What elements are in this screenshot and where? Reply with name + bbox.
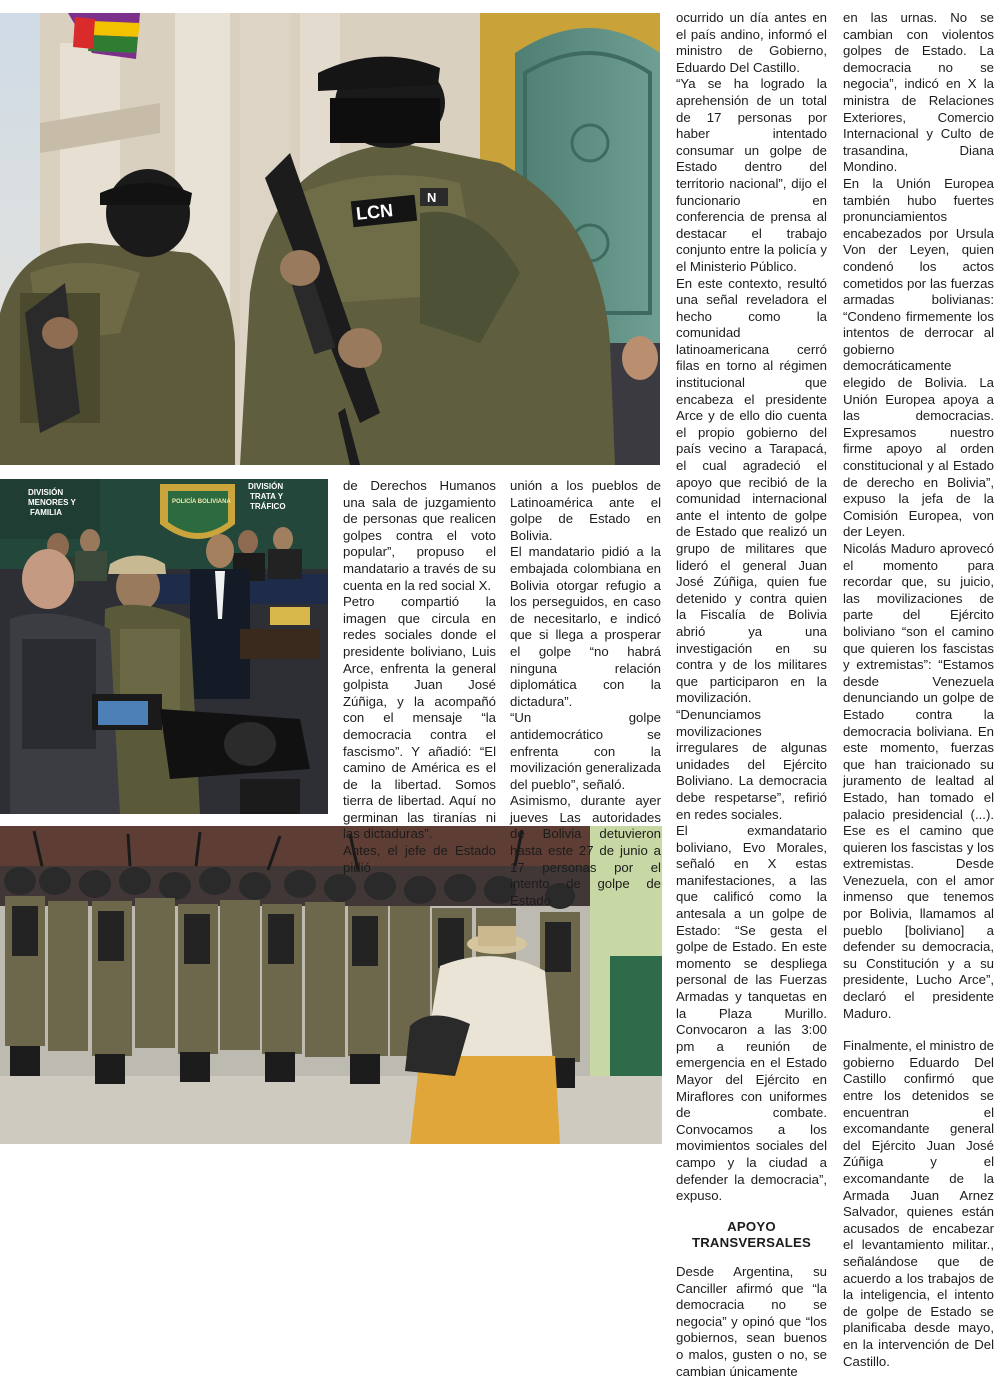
article-column-4 (843, 10, 994, 1369)
article-column-2 (510, 478, 662, 908)
photo-detention-press (0, 479, 328, 814)
section-subheading: APOYO TRANSVERSALES (691, 1218, 812, 1251)
paragraph: “Un golpe antidemocrático se enfrenta con la movilización generalizada del pueblo”, señaló. (510, 710, 662, 792)
article-column-3 (676, 10, 827, 1379)
paragraph: En este contexto, resultó una señal reveladora el hecho como la comunidad latinoamericana cerró filas en torno al régimen institucional que encabeza el presidente Arce y de ello dio cuenta el propio gobierno del país vecino a Tarapacá, el cual agradeció el apoyo que recibió de la comunidad internacional ante el intento de golpe de Estado que realizó un grupo de militares que lideró el general Juan José Zúñiga, quien fue detenido y contra quien la Fiscalía de Bolivia abrió ya una investigación en su contra y de los militares que participaron en la movilización. (676, 275, 827, 706)
paragraph: “Denunciamos movilizaciones irregulares de algunas unidades del Ejército Boliviano. La democracia debe respetarse”, refirió en redes sociales. (676, 706, 827, 822)
police-shield-icon (160, 484, 235, 539)
paragraph: El exmandatario boliviano, Evo Morales, señaló en X estas manifestaciones, a las que calificó como la antesala a un golpe de Estado: “Se gesta el golpe de Estado. En este momento se despliega personal de las Fuerzas Armadas y tanquetas en la Plaza Murillo. Convocaron a las 3:00 pm a reunión de emergencia en el Estado Mayor del Ejército en Miraflores con uniformes de combate. Convocamos a los movimientos sociales del campo y la ciudad a defender la democracia”, expuso. (676, 823, 827, 1204)
sign-left-line1: DIVISIÓN (28, 488, 64, 497)
paragraph: en las urnas. No se cambian con violentos golpes de Estado. La democracia no se negocia”, indicó en X la ministra de Relaciones Exteriores, Comercio Internacional y Culto de trasandina, Diana Mondino. (843, 10, 994, 175)
sign-left-line2: MENORES Y (28, 498, 76, 507)
paragraph: “Ya se ha logrado la aprehensión de un total de 17 personas por haber intentado consumar un golpe de Estado dentro del territorio nacional”, dijo el funcionario en conferencia de prensa al destacar el trabajo conjunto entre la policía y el Ministerio Público. (676, 76, 827, 274)
paragraph: En la Unión Europea también hubo fuertes pronunciamientos encabezados por Ursula Von der Leyen, quien condenó los actos cometidos por las fuerzas armadas bolivianas: “Condeno firmemente los intentos de derrocar al gobierno democráticamente elegido de Bolivia. La Unión Europea apoya a las democracias. Expresamos nuestro firme apoyo al orden constitucional y al Estado de derecho en Bolivia”, expuso la jefa de la Comisión Europea, von der Leyen. (843, 175, 994, 540)
paragraph: Asimismo, durante ayer jueves Las autoridades de Bolivia detuvieron hasta este 27 de junio a 17 personas por el intento de golpe de Estado (510, 793, 661, 908)
paragraph: Desde Argentina, su Canciller afirmó que “la democracia no se negocia” y opinó que “los gobiernos, sean buenos o malos, gusten o no, se cambian únicamente (676, 1263, 827, 1379)
sign-right-line1: DIVISIÓN (248, 482, 284, 491)
shield-text: POLICÍA BOLIVIANA (172, 499, 231, 505)
sign-right-line2: TRATA Y (250, 492, 284, 501)
uniform-patch-text: LCN (355, 200, 394, 224)
paragraph: El mandatario pidió a la embajada colombiana en Bolivia otorgar refugio a los perseguidos, en caso de necesitarlo, e indicó que si llega a prosperar el golpe “no habrá ninguna relación diplomática con la dictadura”. (510, 544, 661, 709)
paragraph: ocurrido un día antes en el país andino, informó el ministro de Gobierno, Eduardo Del Castillo. (676, 10, 827, 75)
article-column-1 (343, 478, 496, 875)
uniform-badge-text: N (427, 190, 437, 205)
paragraph-gap (843, 1022, 994, 1038)
paragraph: unión a los pueblos de Latinoamérica ante el golpe de Estado en Bolivia. (510, 478, 661, 543)
paragraph: Petro compartió la imagen que circula en redes sociales donde el presidente boliviano, Luis Arce, enfrenta la general golpista Juan José Zúñiga, y la acompañó con el mensaje “la democracia contra el fascismo”. Y añadió: “El camino de América es el de la libertad. Somos tierra de libertad. Aquí no germinan las tiranías ni las dictaduras”. (343, 594, 496, 842)
paragraph: Finalmente, el ministro de gobierno Eduardo Del Castillo confirmó que entre los detenidos se encuentran el excomandante general del Ejército Juan José Zúñiga y el excomandante de la Armada Juan Arnez Salvador, quienes están acusados de encabezar el levantamiento militar., señalándose que de acuerdo a los trabajos de la inteligencia, el intento de golpe de Estado se planificaba desde mayo, en la intervención de Del Castillo. (843, 1038, 994, 1369)
sign-right-line3: TRÁFICO (250, 502, 286, 511)
paragraph: Nicolás Maduro aprovecó el momento para recordar que, su juicio, las movilizaciones de parte del Ejército boliviano “son el camino que quieren los fascistas y extremistas”: “Estamos desde Venezuela denunciando un golpe de Estado contra la democracia boliviana. En este momento, fuerzas que han traicionado su juramento de lealtad al Estado, han tomado el palacio presidencial (...). Ese es el camino que quieren los fascistas y los extremistas. Desde Venezuela, con el amor inmenso que tenemos por Bolivia, llamamos al pueblo [boliviano] a defender su democracia, su Constitución y a su presidente, Lucho Arce”, declaró el presidente Maduro. (843, 541, 994, 1021)
paragraph: de Derechos Humanos una sala de juzgamiento de personas que realicen golpes contra el voto popular”, propuso el mandatario a través de su cuenta en la red social X. (343, 478, 496, 593)
photo-soldiers-palace (0, 13, 660, 465)
sign-left-line3: FAMILIA (30, 508, 62, 517)
paragraph: Antes, el jefe de Estado pidió (343, 843, 496, 875)
